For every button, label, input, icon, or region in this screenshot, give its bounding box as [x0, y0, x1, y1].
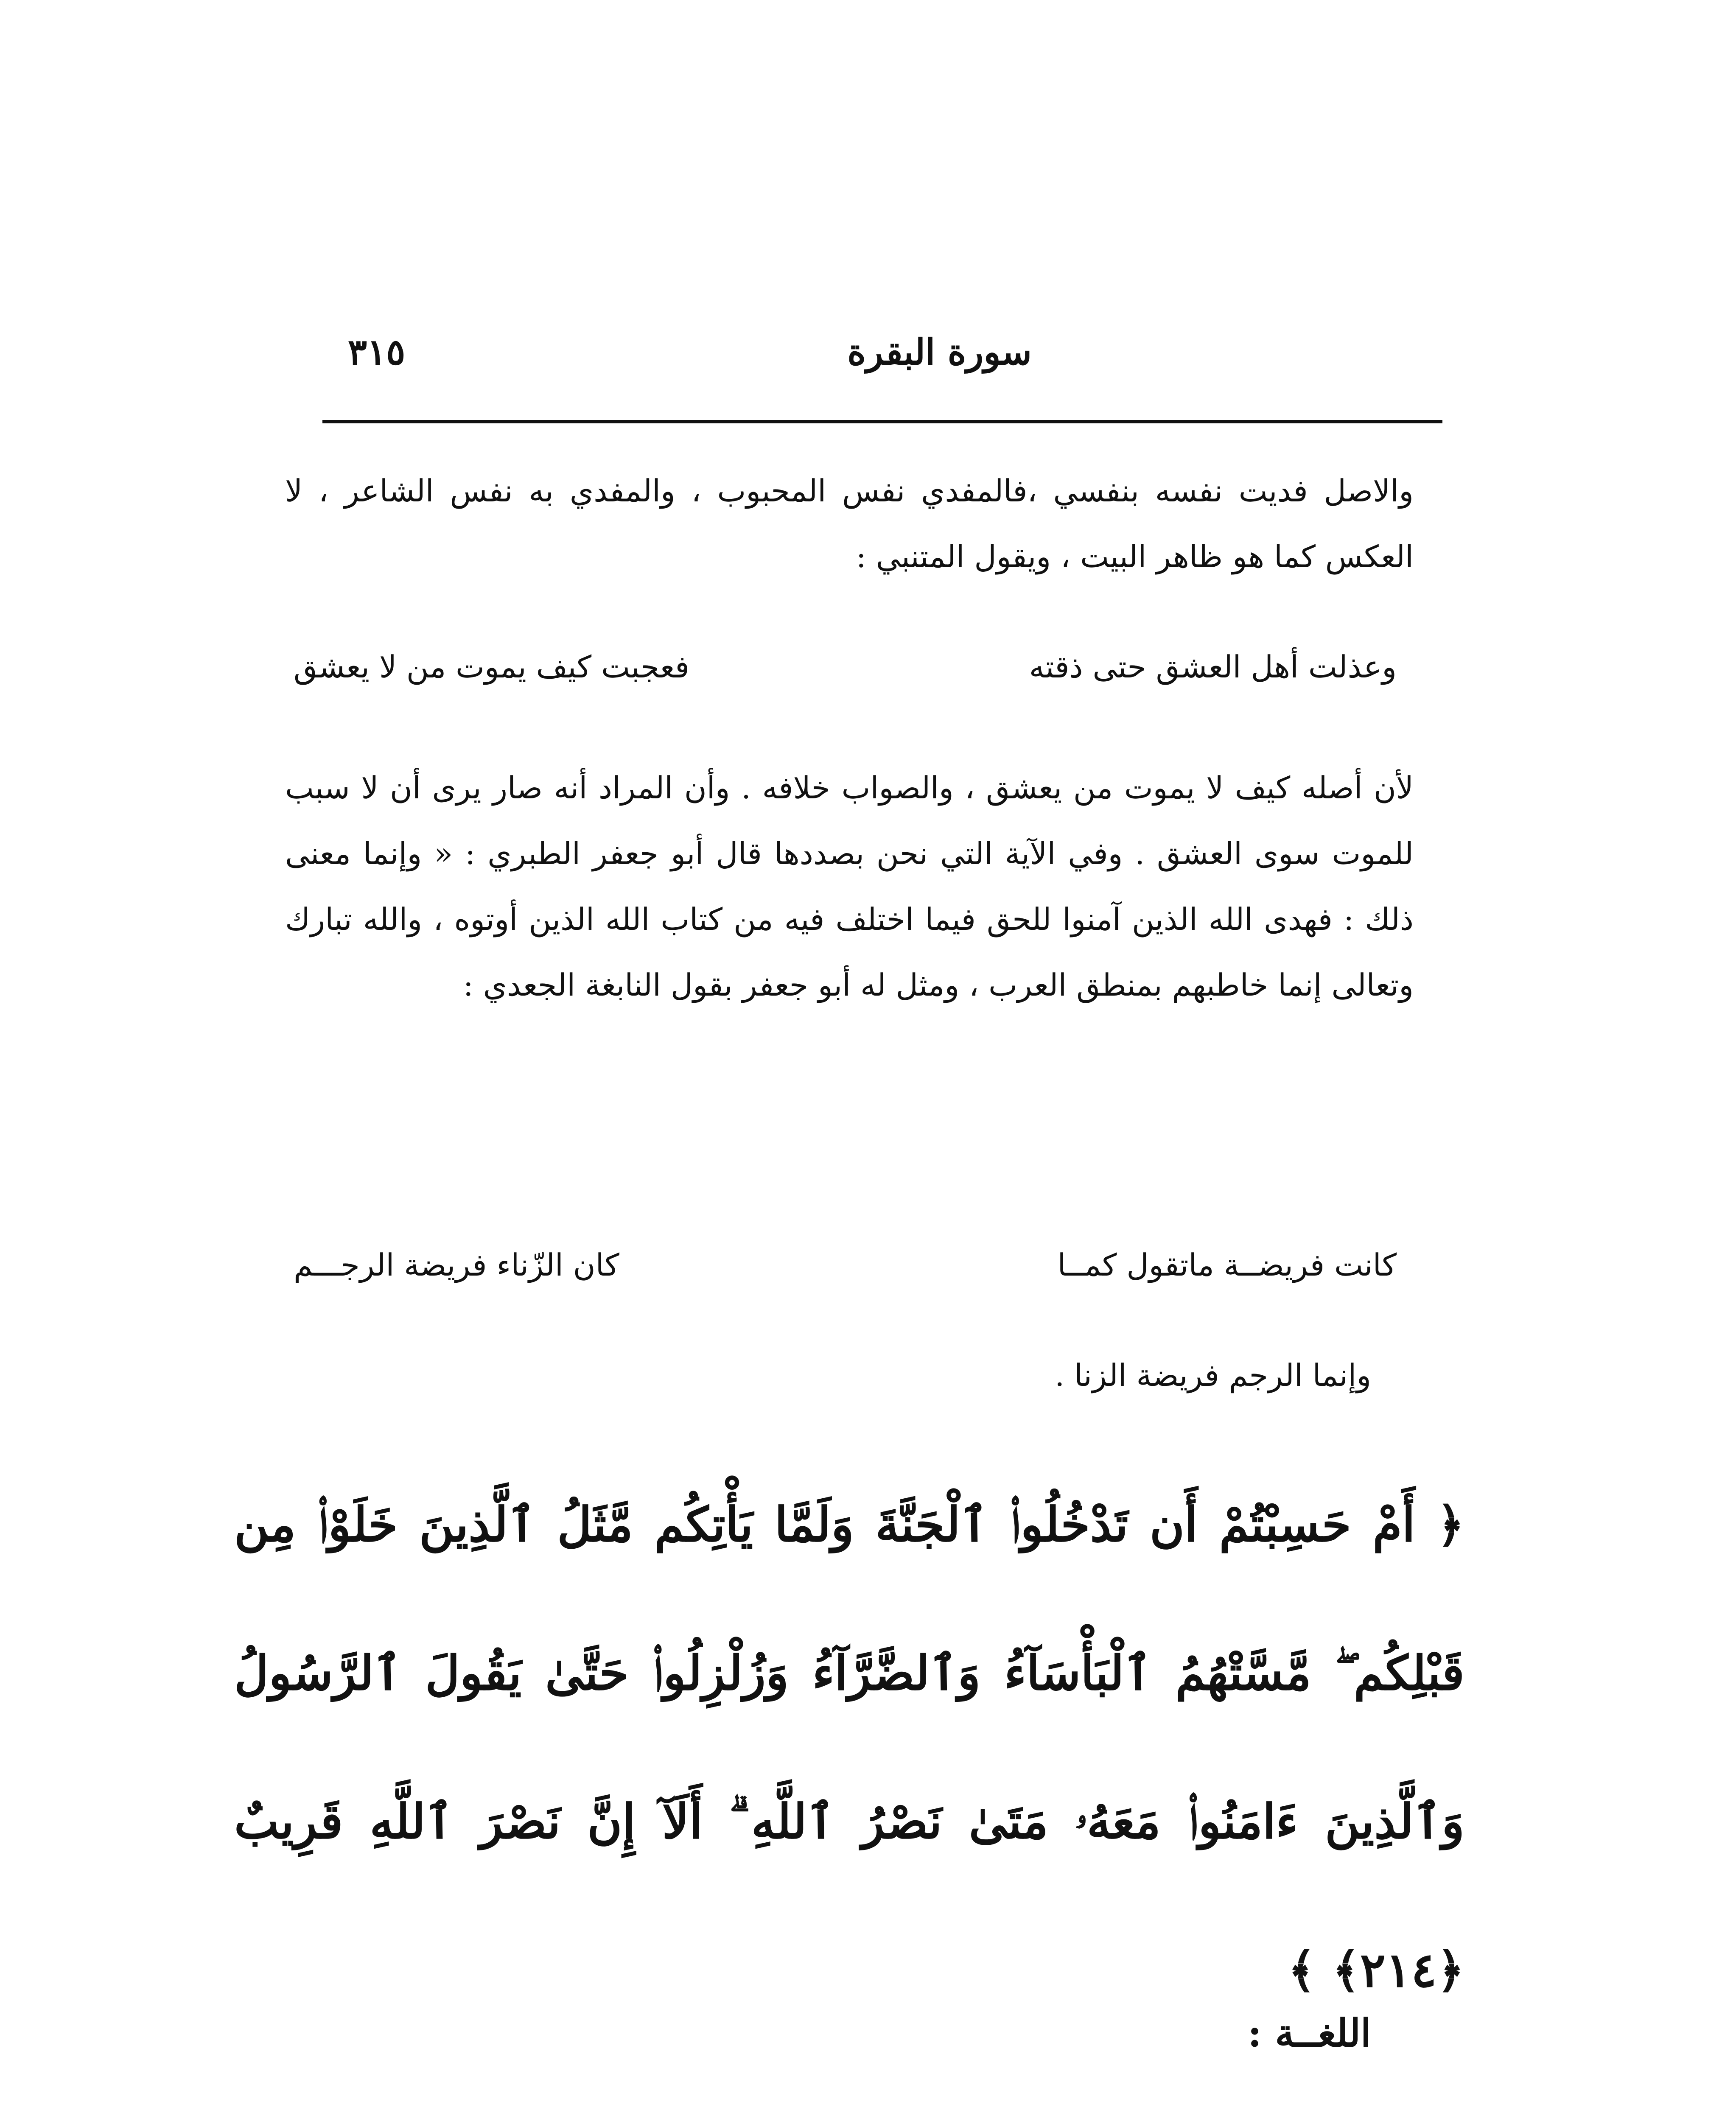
header-divider [322, 420, 1442, 423]
verse-2-second-hemistich: كان الزّناء فريضة الرجـــم [294, 1247, 619, 1283]
verse-1-first-hemistich: وعذلت أهل العشق حتى ذقته [1029, 649, 1397, 685]
page-number: ٣١٥ [348, 331, 406, 373]
quran-verse-passage: ﴿ أَمْ حَسِبْتُمْ أَن تَدْخُلُوا۟ ٱلْجَنَّةَ وَلَمَّا يَأْتِكُم مَّثَلُ ٱلَّذِينَ خَلَوْا۟ مِن قَبْلِكُم ۖ مَّسَّتْهُمُ ٱلْبَأْسَآءُ وَٱلضَّرَّآءُ وَزُلْزِلُوا۟ حَتَّىٰ يَقُولَ ٱلرَّسُولُ وَٱلَّذِينَ ءَامَنُوا۟ مَعَهُۥ مَتَىٰ نَصْرُ ٱللَّهِ ۗ أَلَآ إِنَّ نَصْرَ ٱللَّهِ قَرِيبٌ ﴿٢١٤﴾ ﴾ [234, 1497, 1464, 1998]
poetry-verse-1 [294, 649, 1397, 685]
section-heading-language: اللغــة : [1247, 2011, 1371, 2056]
poetry-verse-2 [294, 1247, 1397, 1283]
verse-2-first-hemistich: كانت فريضــة ماتقول كمــا [1057, 1247, 1397, 1283]
paragraph-1: والاصل فديت نفسه بنفسي ،فالمفدي نفس المحبوب ، والمفدي به نفس الشاعر ، لا العكس كما هو ظاهر البيت ، ويقول المتنبي : [285, 473, 1414, 574]
paragraph-2: لأن أصله كيف لا يموت من يعشق ، والصواب خلافه . وأن المراد أنه صار يرى أن لا سبب للموت سوى العشق . وفي الآية التي نحن بصددها قال أبو جعفر الطبري : « وإنما معنى ذلك : فهدى الله الذين آمنوا للحق فيما اختلف فيه من كتاب الله الذين أوتوه ، والله تبارك وتعالى إنما خاطبهم بمنطق العرب ، ومثل له أبو جعفر بقول النابغة الجعدي : [285, 770, 1414, 1003]
paragraph-3: وإنما الرجم فريضة الزنا . [1055, 1357, 1371, 1393]
running-header-title: سورة البقرة [847, 331, 1032, 373]
verse-1-second-hemistich: فعجبت كيف يموت من لا يعشق [294, 649, 690, 685]
